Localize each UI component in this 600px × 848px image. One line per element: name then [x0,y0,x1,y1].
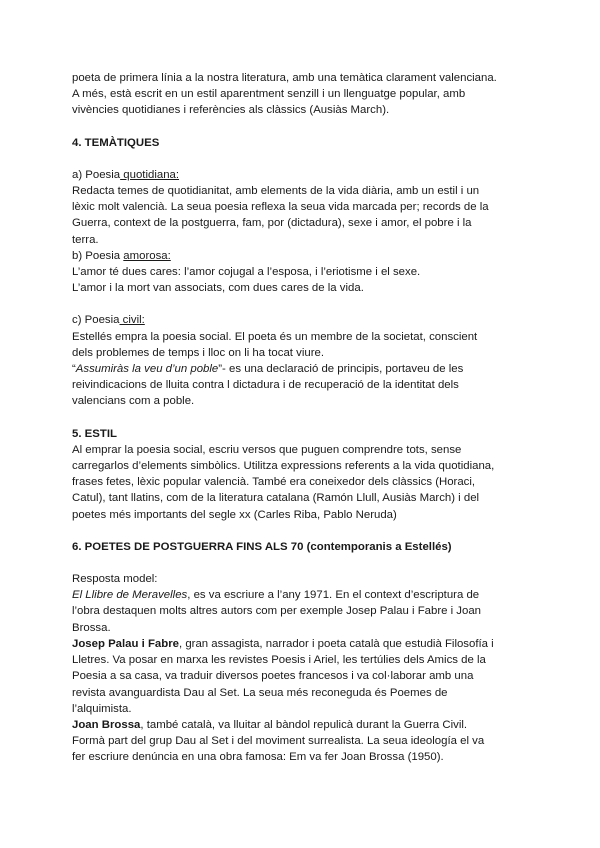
subsection-b-line-2: L’amor i la mort van associats, com dues cares de la vida. [72,282,364,295]
subsection-a-line-4: terra. [72,233,99,246]
subsection-c-line-1: Estellés empra la poesia social. El poeta és un membre de la societat, conscient [72,330,478,343]
section-6-heading: 6. POETES DE POSTGUERRA FINS ALS 70 (contemporanis a Estellés) [72,540,452,553]
subsection-c-label: civil: [119,314,145,327]
subsection-c-line-4: valencians com a poble. [72,395,195,408]
spacer [72,523,532,539]
book-line [72,587,532,603]
book-title: El Llibre de Meravelles [72,589,188,602]
brossa-line-2: Formà part del grup Dau al Set i del moviment surrealista. La seua ideología el va [72,735,485,748]
section-5-line-4: Catul), tant llatins, com de la literatura catalana (Ramón Llull, Ausiàs March) i del [72,492,480,505]
subsection-c-line-3: reivindicacions de lluita contra l dictadura i de recuperació de la identitat dels [72,379,459,392]
subsection-a-label: quotidiana: [120,168,180,181]
brossa-line-3: fer escriure denúncia en una obra famosa: Em va fer Joan Brossa (1950). [72,751,444,764]
subsection-b-line-1: L’amor té dues cares: l’amor cojugal a l’esposa, i l’eriotisme i el sexe. [72,266,421,279]
section-4-heading: 4. TEMÀTIQUES [72,136,160,149]
subsection-a-title [72,167,532,183]
palau-rest: , gran assagista, narrador i poeta català que estudià Filosofía i [179,637,494,650]
book-line-2: l’obra destaquen molts altres autors com per exemple Josep Palau i Fabre i Joan [72,605,482,618]
brossa-line [72,717,532,733]
brossa-rest: , també català, va lluitar al bàndol repulicà durant la Guerra Civil. [140,718,468,731]
subsection-b-prefix: b) Poesia [72,249,124,262]
palau-line-3: Poesia a sa casa, va traduir diversos poetes francesos i va col·laborar amb una [72,670,474,683]
spacer [72,296,532,312]
section-5-line-1: Al emprar la poesia social, escriu versos que puguen comprendre tots, sense [72,443,462,456]
intro-line-2: A més, està escrit en un estil aparentment senzill i un llenguatge popular, amb [72,88,466,101]
quote-title: Assumiràs la veu d’un poble [75,363,219,376]
quote-rest: ”- es una declaració de principis, portaveu de les [218,363,464,376]
palau-line [72,636,532,652]
book-rest: , es va escriure a l’any 1971. En el context d’escriptura de [187,589,480,602]
subsection-c-line-2: dels problemes de temps i lloc on li ha tocat viure. [72,346,324,359]
subsection-a-prefix: a) Poesia [72,168,121,181]
spacer [72,555,532,571]
spacer [72,410,532,426]
quote-open: “ [72,363,76,376]
spacer [72,119,532,135]
palau-line-4: revista avanguardista Dau al Set. La seua més reconeguda és Poemes de [72,686,448,699]
spacer [72,151,532,167]
model-answer-label: Resposta model: [72,573,158,586]
palau-line-5: l’alquimista. [72,702,132,715]
intro-line-1: poeta de primera línia a la nostra literatura, amb una temàtica clarament valenciana. [72,72,497,84]
section-5-line-2: carregarlos d’elements simbòlics. Utilitza expressions referents a la vida quotidiana, [72,460,495,473]
subsection-c-title [72,312,532,328]
subsection-b-title [72,248,532,264]
subsection-b-label: amorosa: [123,249,171,262]
intro-line-3: vivències quotidianes i referències als clàssics (Ausiàs March). [72,104,390,117]
palau-line-2: Lletres. Va posar en marxa les revistes Poesis i Ariel, les tertúlies dels Amics de la [72,654,486,667]
section-5-line-3: frases fetes, lèxic popular valencià. També era coneixedor dels clàssics (Horaci, [72,476,476,489]
section-5-line-5: poetes més importants del segle xx (Carles Riba, Pablo Neruda) [72,508,397,521]
brossa-name: Joan Brossa [72,718,141,731]
document-page [72,70,532,766]
subsection-c-prefix: c) Poesia [72,314,120,327]
subsection-a-line-2: lèxic molt valencià. La seua poesia reflexa la seua vida marcada per; records de la [72,201,489,214]
palau-name: Josep Palau i Fabre [72,637,179,650]
subsection-a-line-3: Guerra, context de la postguerra, fam, por (dictadura), sexe i amor, el pobre i la [72,217,472,230]
subsection-a-line-1: Redacta temes de quotidianitat, amb elements de la vida diària, amb un estil i un [72,185,480,198]
book-line-3: Brossa. [72,621,111,634]
section-5-heading: 5. ESTIL [72,427,117,440]
quote-line [72,361,532,377]
